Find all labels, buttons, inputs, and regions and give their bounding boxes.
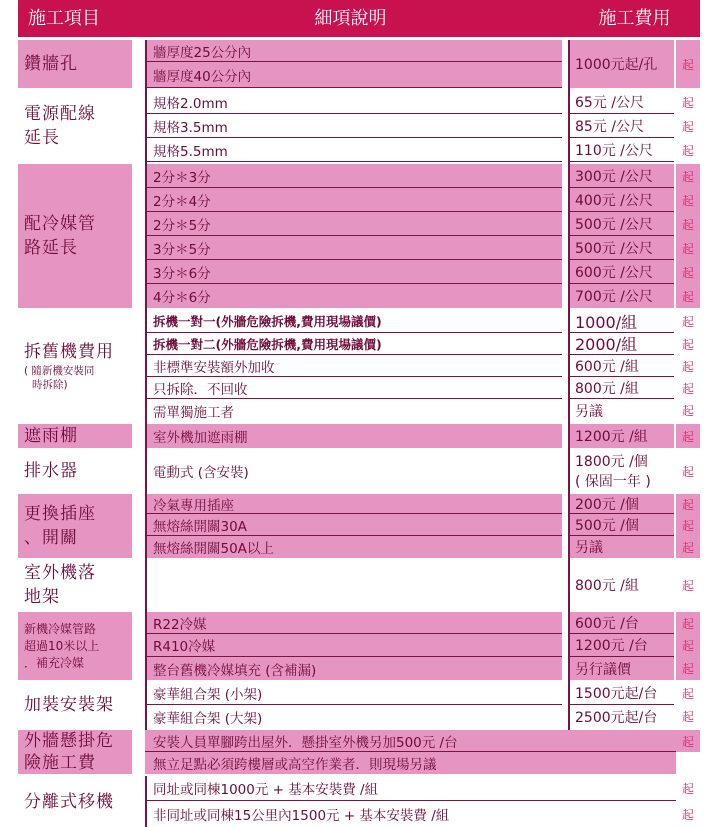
category-label: 地架 [24, 587, 60, 607]
detail-cell: 無立足點必須跨樓層或高空作業者．則現場另議 [145, 752, 676, 774]
category-canopy [18, 424, 132, 448]
warranty-note: ( 保固一年 ) [575, 474, 651, 490]
starting-tag: 起 [676, 682, 700, 705]
detail-cell: 室外機加遮雨棚 [145, 424, 562, 448]
starting-tag: 起 [676, 424, 700, 448]
starting-tag: 起 [676, 90, 700, 114]
detail-cell: 無熔絲開關50A以上 [145, 536, 562, 558]
category-label: 電源配線 [24, 104, 96, 124]
category-drain-pump [18, 450, 132, 492]
price-cell: 1200元 /台 [569, 634, 674, 657]
price-label: 1000元起/孔 [575, 57, 658, 73]
detail-cell: R410冷媒 [145, 634, 562, 657]
starting-tag: 起 [676, 634, 700, 657]
price-cell: 1200元 /組 [569, 424, 674, 448]
price-cell: 600元 /公尺 [569, 260, 674, 284]
detail-cell: 牆厚度25公分內 [145, 40, 562, 62]
header-item: 施工項目 [18, 0, 132, 37]
starting-tag: 起 [676, 138, 700, 162]
category-floor-stand [18, 560, 132, 610]
starting-tag: 起 [676, 212, 700, 236]
column-divider [145, 40, 147, 730]
category-power [18, 90, 132, 162]
starting-tag: 起 [676, 310, 700, 333]
detail-cell: 非同址或同棟15公里內1500元 + 基本安裝費 /組 [145, 801, 676, 827]
price-cell: 800元 /組 [569, 377, 674, 399]
price-cell: 另議 [569, 536, 674, 558]
price-cell: 500元 /公尺 [569, 236, 674, 260]
category-mount-rack [18, 682, 132, 728]
price-cell: 2000/組 [569, 333, 674, 355]
starting-tag: 起 [676, 776, 700, 801]
header-price: 施工費用 [569, 0, 700, 37]
category-label: 延長 [24, 128, 60, 148]
column-divider [145, 776, 147, 827]
price-cell: 600元 /組 [569, 355, 674, 377]
starting-tag: 起 [676, 494, 700, 514]
detail-cell: 無熔絲開關30A [145, 514, 562, 536]
category-drill [18, 40, 132, 88]
starting-tag: 起 [676, 377, 700, 399]
price-cell: 200元 /個 [569, 494, 674, 514]
price-cell: 500元 /個 [569, 514, 674, 536]
category-label: 新機冷媒管路 [24, 621, 97, 636]
category-refrigerant-refill [18, 612, 132, 680]
starting-tag: 起 [676, 801, 700, 827]
starting-tag: 起 [676, 450, 700, 492]
price-cell: 500元 /公尺 [569, 212, 674, 236]
price-cell: 400元 /公尺 [569, 188, 674, 212]
detail-cell: 拆機一對一(外牆危險拆機,費用現場議價) [145, 310, 562, 333]
detail-cell: 同址或同棟1000元 + 基本安裝費 /組 [145, 776, 676, 801]
category-label: 加裝安裝架 [24, 695, 114, 715]
starting-tag: 起 [676, 560, 700, 610]
starting-tag: 起 [676, 236, 700, 260]
starting-tag: 起 [676, 260, 700, 284]
category-label: 拆舊機費用 [24, 342, 114, 362]
category-label: 室外機落 [24, 563, 96, 583]
price-cell: 85元 /公尺 [569, 114, 674, 138]
detail-cell: 2分＊4分 [145, 188, 562, 212]
price-cell: 65元 /公尺 [569, 90, 674, 114]
detail-cell: 冷氣專用插座 [145, 494, 562, 514]
detail-cell: 需單獨施工者 [145, 399, 562, 422]
category-relocation [18, 776, 132, 827]
price-cell: 另議 [569, 399, 674, 422]
price-cell: 2500元起/台 [569, 705, 674, 728]
starting-tag: 起 [676, 399, 700, 422]
starting-tag: 起 [676, 40, 700, 88]
category-socket-switch [18, 494, 132, 558]
price-cell [569, 560, 674, 610]
category-note: 時拆除) [32, 379, 68, 391]
category-label: 配冷媒管 [24, 214, 96, 234]
category-remove-old [18, 310, 132, 422]
category-refrigerant-pipe [18, 164, 132, 308]
detail-cell: 牆厚度40公分內 [145, 62, 562, 88]
header-detail: 細項說明 [132, 0, 569, 37]
starting-tag: 起 [676, 705, 700, 728]
detail-cell [145, 560, 562, 610]
detail-cell: 電動式 (含安裝) [145, 450, 562, 492]
detail-cell: 規格5.5mm [145, 138, 562, 162]
price-label: 800元 /組 [575, 578, 639, 594]
category-label: 更換插座 [24, 504, 96, 524]
starting-tag: 起 [676, 730, 700, 752]
price-cell [569, 450, 674, 492]
category-exterior-wall [18, 730, 132, 774]
category-label: 鑽牆孔 [24, 54, 78, 74]
starting-tag: 起 [676, 612, 700, 634]
starting-tag: 起 [676, 355, 700, 377]
detail-cell: 2分＊5分 [145, 212, 562, 236]
starting-tag: 起 [676, 284, 700, 308]
detail-cell: 3分＊5分 [145, 236, 562, 260]
price-cell: 110元 /公尺 [569, 138, 674, 162]
price-cell: 1000/組 [569, 310, 674, 333]
starting-tag: 起 [676, 164, 700, 188]
category-label: 遮雨棚 [24, 426, 78, 446]
starting-tag: 起 [676, 657, 700, 680]
detail-cell: 3分＊6分 [145, 260, 562, 284]
category-label: 、開關 [24, 528, 78, 548]
price-cell: 600元 /台 [569, 612, 674, 634]
detail-cell: 只拆除．不回收 [145, 377, 562, 399]
price-cell: 700元 /公尺 [569, 284, 674, 308]
detail-cell: 4分＊6分 [145, 284, 562, 308]
price-cell [569, 40, 674, 88]
category-note: ( 隨新機安裝同 [24, 365, 95, 377]
detail-cell: 2分＊3分 [145, 164, 562, 188]
category-label: 排水器 [24, 461, 78, 481]
price-cell: 另行議價 [569, 657, 674, 680]
detail-cell: 整台舊機冷媒填充 (含補漏) [145, 657, 562, 680]
detail-cell: 拆機一對二(外牆危險拆機,費用現場議價) [145, 333, 562, 355]
detail-cell: 非標準安裝額外加收 [145, 355, 562, 377]
starting-tag: 起 [676, 114, 700, 138]
category-label: 路延長 [24, 238, 78, 258]
detail-cell: 安裝人員單腳跨出屋外．懸掛室外機另加500元 /台 [145, 730, 676, 752]
starting-tag: 起 [676, 514, 700, 536]
category-label: 險施工費 [24, 753, 96, 773]
detail-cell: 規格3.5mm [145, 114, 562, 138]
starting-tag: 起 [676, 536, 700, 558]
starting-tag: 起 [676, 188, 700, 212]
price-label: 1800元 /個 [575, 454, 648, 470]
detail-cell: 規格2.0mm [145, 90, 562, 114]
column-divider [568, 40, 570, 730]
detail-cell: 豪華組合架 (大架) [145, 705, 562, 728]
category-label: ．補充冷媒 [24, 655, 85, 670]
price-cell: 300元 /公尺 [569, 164, 674, 188]
starting-tag: 起 [676, 333, 700, 355]
detail-cell: R22冷媒 [145, 612, 562, 634]
category-label: 超過10米以上 [24, 638, 100, 653]
detail-cell: 豪華組合架 (小架) [145, 682, 562, 705]
category-label: 分離式移機 [24, 791, 114, 812]
category-label: 外牆懸掛危 [24, 731, 114, 751]
price-cell: 1500元起/台 [569, 682, 674, 705]
